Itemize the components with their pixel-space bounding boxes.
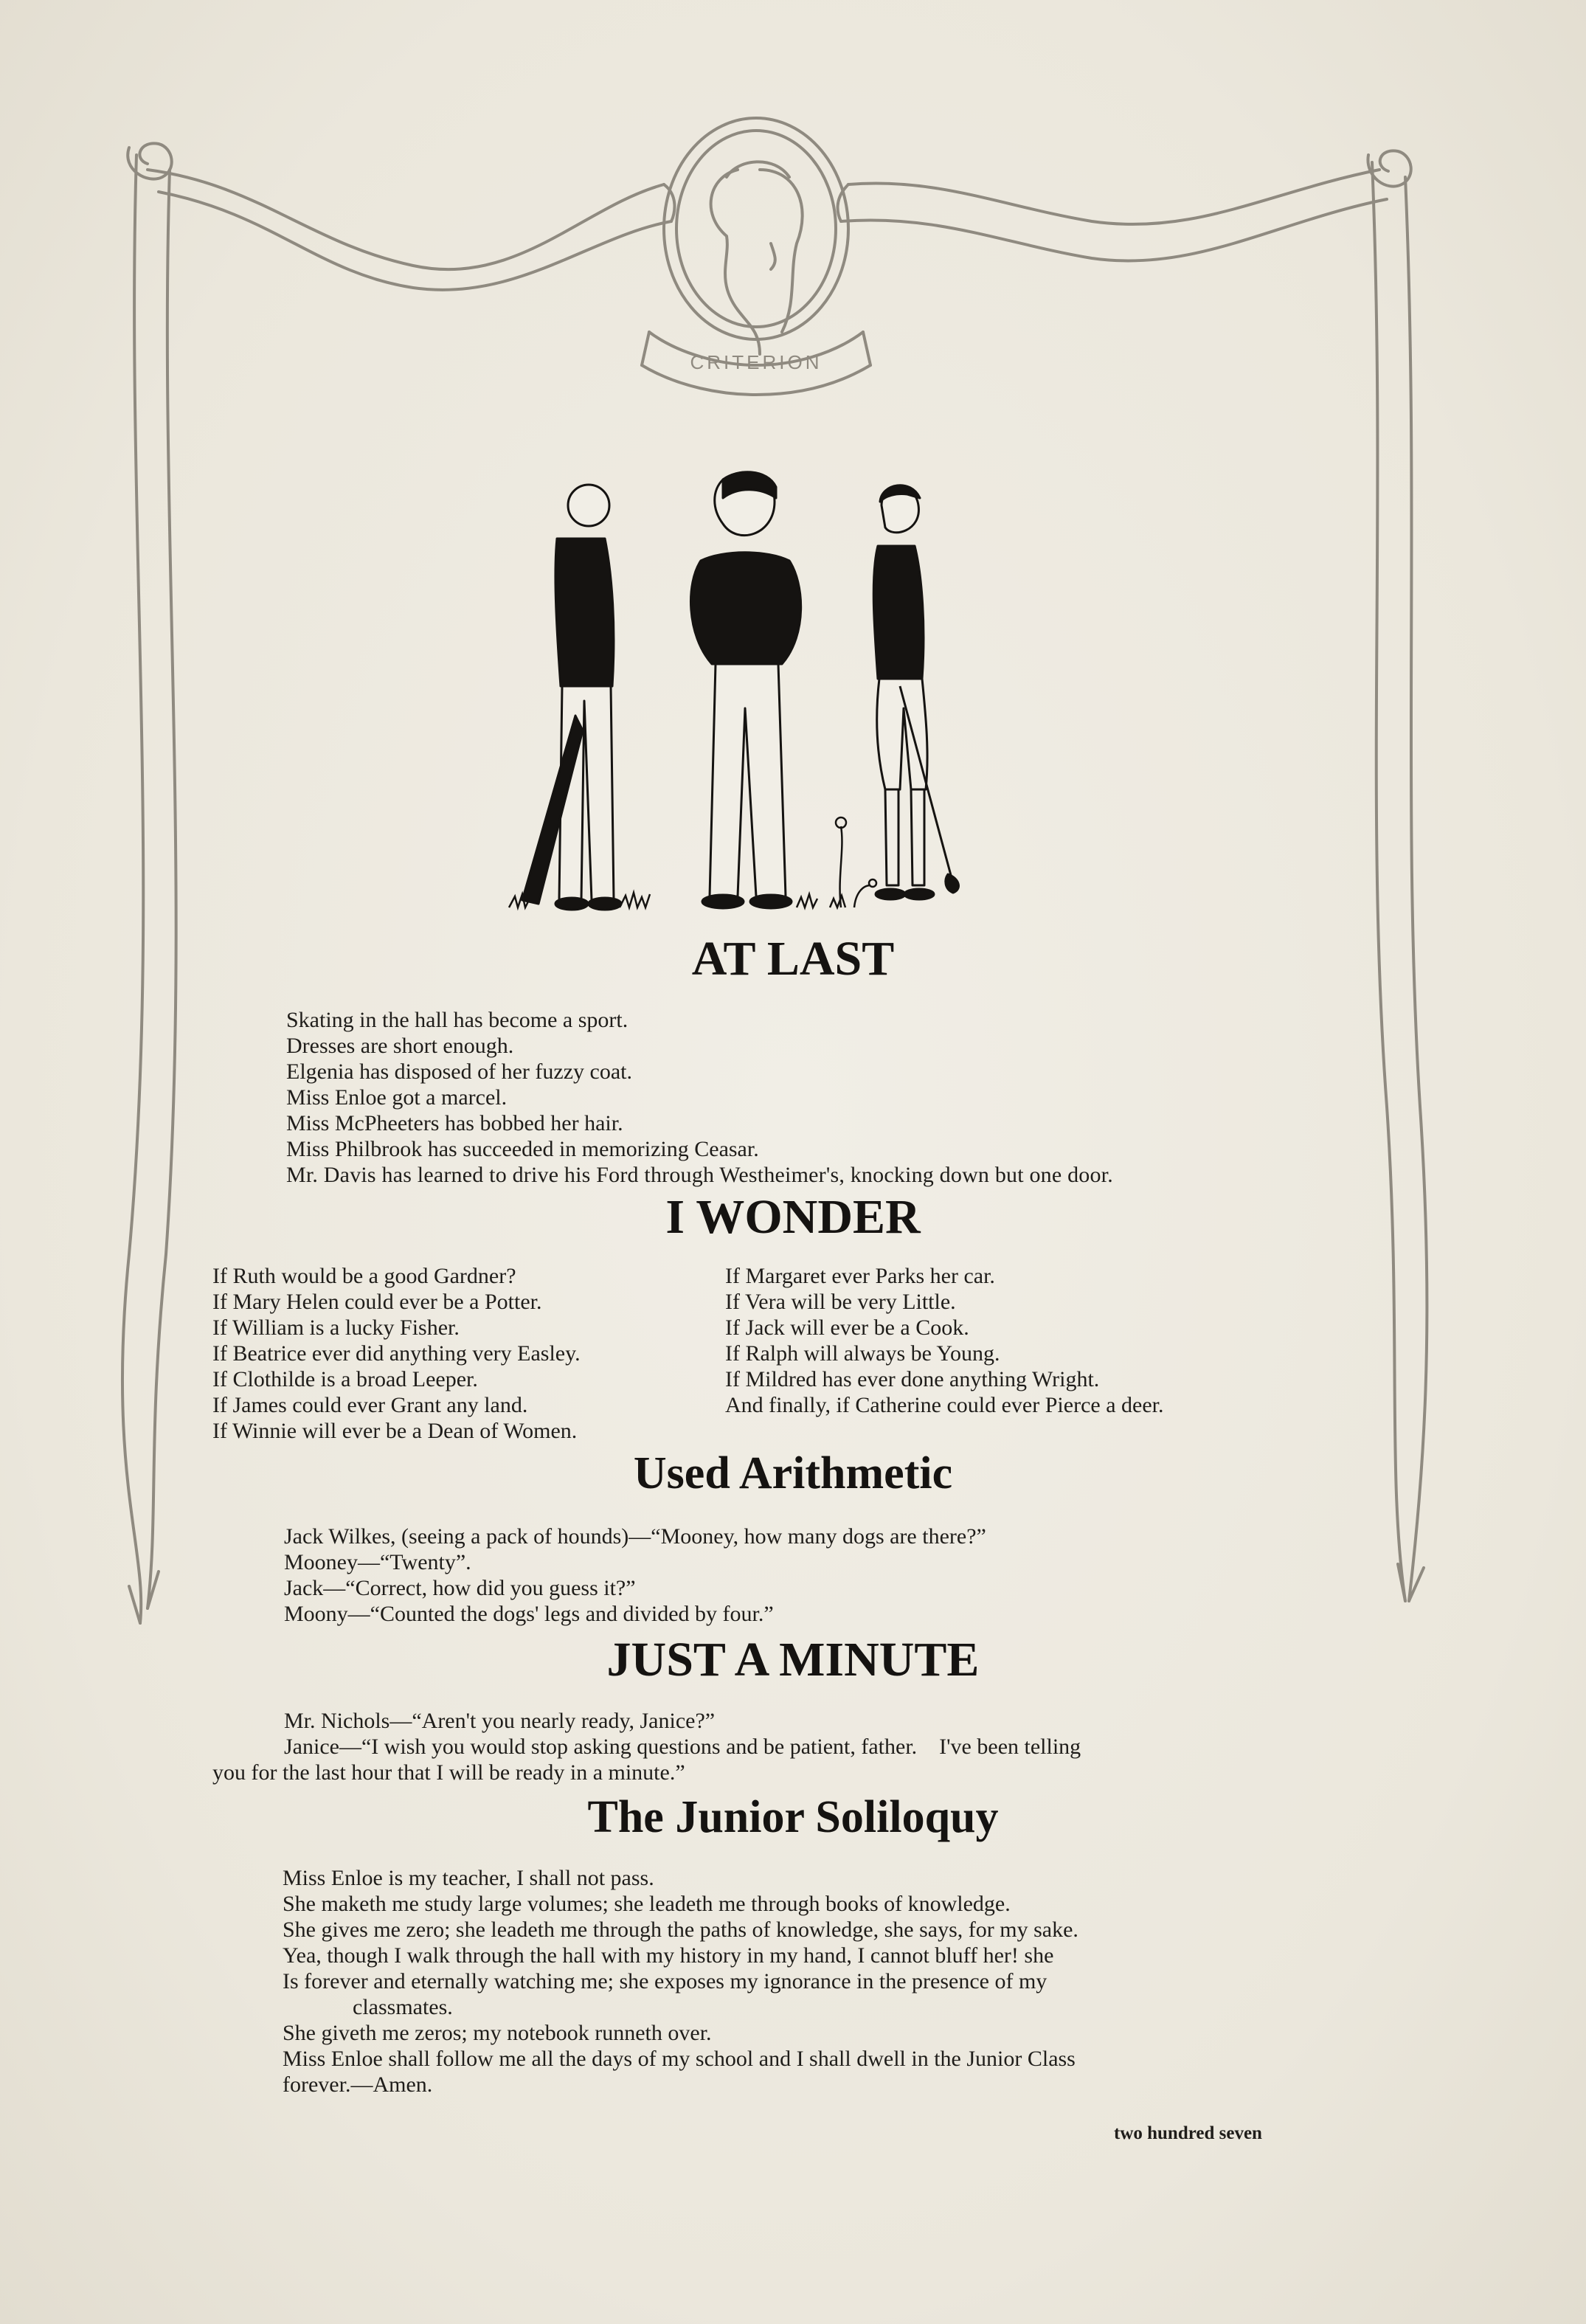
heading-just-a-minute: JUST A MINUTE: [606, 1633, 980, 1687]
heading-at-last: AT LAST: [691, 932, 895, 986]
at-last-line: Dresses are short enough.: [286, 1034, 514, 1058]
heading-junior-soliloquy: The Junior Soliloquy: [587, 1792, 999, 1842]
page-number: two hundred seven: [1114, 2123, 1262, 2143]
i-wonder-line: If James could ever Grant any land.: [212, 1393, 528, 1417]
used-arithmetic-line: Mooney—“Twenty”.: [284, 1550, 471, 1574]
at-last-line: Miss Enloe got a marcel.: [286, 1085, 508, 1110]
i-wonder-line: If Ralph will always be Young.: [725, 1341, 1000, 1366]
at-last-line: Elgenia has disposed of her fuzzy coat.: [286, 1059, 632, 1084]
used-arithmetic-line: Jack Wilkes, (seeing a pack of hounds)—“Mooney, how many dogs are there?”: [284, 1524, 986, 1549]
soliloquy-line: Yea, though I walk through the hall with my history in my hand, I cannot bluff her! she: [283, 1943, 1054, 1968]
used-arithmetic-line: Jack—“Correct, how did you guess it?”: [284, 1576, 636, 1600]
i-wonder-line: If Beatrice ever did anything very Easley.: [212, 1341, 581, 1366]
just-a-minute-line: Mr. Nichols—“Aren't you nearly ready, Janice?”: [284, 1709, 716, 1733]
three-figures-cartoon: [502, 465, 1033, 922]
i-wonder-line: If Jack will ever be a Cook.: [725, 1315, 969, 1340]
soliloquy-line: forever.—Amen.: [283, 2072, 433, 2097]
just-a-minute-line: Janice—“I wish you would stop asking questions and be patient, father. I've been telling: [284, 1735, 1081, 1759]
soliloquy-line: She giveth me zeros; my notebook runneth over.: [283, 2021, 712, 2045]
i-wonder-line: If Ruth would be a good Gardner?: [212, 1264, 516, 1288]
soliloquy-line: Miss Enloe is my teacher, I shall not pass.: [283, 1866, 654, 1890]
heading-used-arithmetic: Used Arithmetic: [633, 1448, 953, 1498]
used-arithmetic-line: Moony—“Counted the dogs' legs and divided by four.”: [284, 1602, 774, 1626]
i-wonder-line: If Winnie will ever be a Dean of Women.: [212, 1419, 578, 1443]
soliloquy-line: classmates.: [353, 1995, 453, 2019]
i-wonder-line: If Mildred has ever done anything Wright.: [725, 1367, 1100, 1391]
heading-i-wonder: I WONDER: [665, 1190, 921, 1244]
at-last-line: Mr. Davis has learned to drive his Ford through Westheimer's, knocking down but one door.: [286, 1163, 1113, 1187]
soliloquy-line: Is forever and eternally watching me; she exposes my ignorance in the presence of my: [283, 1969, 1047, 1993]
i-wonder-line: If Clothilde is a broad Leeper.: [212, 1367, 478, 1391]
soliloquy-line: She gives me zero; she leadeth me through the paths of knowledge, she says, for my sake.: [283, 1917, 1078, 1942]
at-last-line: Skating in the hall has become a sport.: [286, 1008, 628, 1032]
criterion-banner-label: CRITERION: [690, 351, 823, 373]
i-wonder-line: If Margaret ever Parks her car.: [725, 1264, 995, 1288]
at-last-line: Miss Philbrook has succeeded in memorizing Ceasar.: [286, 1137, 759, 1161]
i-wonder-line: If Vera will be very Little.: [725, 1290, 956, 1314]
soliloquy-line: She maketh me study large volumes; she leadeth me through books of knowledge.: [283, 1892, 1011, 1916]
i-wonder-line: If Mary Helen could ever be a Potter.: [212, 1290, 542, 1314]
at-last-line: Miss McPheeters has bobbed her hair.: [286, 1111, 623, 1135]
soliloquy-line: Miss Enloe shall follow me all the days of my school and I shall dwell in the Junior Class: [283, 2047, 1076, 2071]
i-wonder-line: And finally, if Catherine could ever Pierce a deer.: [725, 1393, 1164, 1417]
just-a-minute-line: you for the last hour that I will be ready in a minute.”: [212, 1760, 685, 1785]
i-wonder-line: If William is a lucky Fisher.: [212, 1315, 460, 1340]
